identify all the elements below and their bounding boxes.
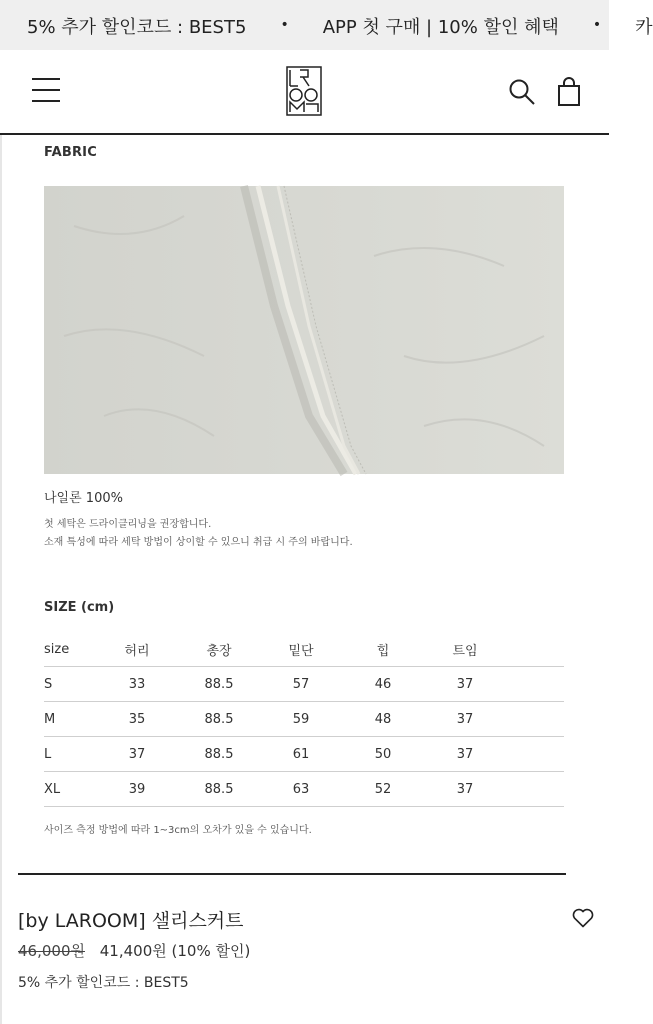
table-cell: 37 [424,667,506,702]
table-cell: 63 [260,772,342,807]
promo-code-text: 5% 추가 할인코드 : BEST5 [18,975,189,991]
table-cell: 88.5 [178,772,260,807]
table-cell: 88.5 [178,737,260,772]
promo-separator: • [280,17,289,33]
size-table [44,632,564,807]
size-section-label: SIZE (cm) [44,600,115,615]
table-cell: 46 [342,667,424,702]
table-cell: L [44,737,96,772]
header-cell: 총장 [178,632,260,667]
section-divider [18,873,566,875]
table-cell: XL [44,772,96,807]
shopping-bag-icon[interactable] [556,77,582,107]
table-cell: 61 [260,737,342,772]
care-instructions [44,516,353,552]
size-table-header [44,632,564,667]
promo-message: APP 첫 구매 | 10% 할인 혜택 [322,17,559,38]
table-cell: M [44,702,96,737]
header-cell: 트임 [424,632,506,667]
table-cell: 88.5 [178,702,260,737]
table-cell: 59 [260,702,342,737]
original-price: 46,000원 [18,942,85,960]
hamburger-icon[interactable] [32,78,60,106]
price-line [18,940,250,961]
laroom-logo[interactable] [286,66,322,116]
table-cell: 48 [342,702,424,737]
care-line: 소재 특성에 따라 세탁 방법이 상이할 수 있으니 취급 시 주의 바랍니다. [44,537,353,548]
size-note: 사이즈 측정 방법에 따라 1~3cm의 오차가 있을 수 있습니다. [44,825,312,836]
table-cell: 39 [96,772,178,807]
table-cell: 88.5 [178,667,260,702]
sale-price: 41,400원 (10% 할인) [99,942,251,960]
care-line: 첫 세탁은 드라이클리닝을 권장합니다. [44,519,212,530]
fabric-composition: 나일론 100% [44,491,123,506]
table-cell: 33 [96,667,178,702]
table-row [44,772,564,807]
header-cell: size [44,632,96,667]
site-header [0,50,609,135]
table-cell: 37 [424,737,506,772]
table-cell: 35 [96,702,178,737]
promo-message: 5% 추가 할인코드 : BEST5 [27,17,247,38]
table-cell: 37 [96,737,178,772]
table-cell: 37 [424,702,506,737]
header-cell: 힙 [342,632,424,667]
table-row [44,702,564,737]
table-row [44,737,564,772]
page-edge [0,135,2,1024]
header-cell: 밑단 [260,632,342,667]
heart-icon[interactable] [572,908,594,928]
search-icon[interactable] [508,78,536,106]
fabric-photo [44,186,564,474]
table-cell: 52 [342,772,424,807]
promo-message: 카 [635,17,653,38]
table-row [44,667,564,702]
table-cell: 50 [342,737,424,772]
promo-banner[interactable] [0,0,653,50]
promo-separator: • [592,17,602,33]
product-title: [by LAROOM] 샐리스커트 [18,910,244,932]
table-cell: S [44,667,96,702]
table-cell: 57 [260,667,342,702]
table-cell: 37 [424,772,506,807]
header-cell: 허리 [96,632,178,667]
fabric-section-label: FABRIC [44,145,97,160]
